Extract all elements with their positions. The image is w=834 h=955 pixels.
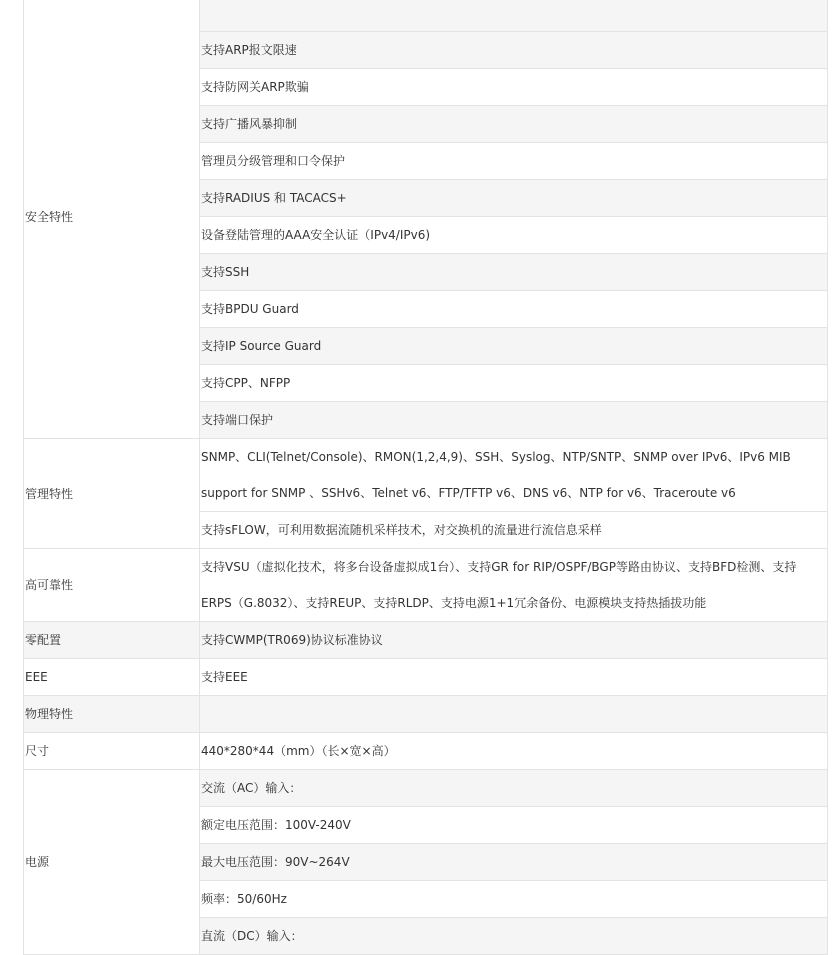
table-row bbox=[24, 439, 828, 512]
category-cell: EEE bbox=[24, 659, 200, 696]
table-row bbox=[24, 0, 828, 32]
spec-value-line: SNMP、CLI(Telnet/Console)、RMON(1,2,4,9)、SSH、Syslog、NTP/SNTP、SNMP over IPv6、IPv6 MIB bbox=[201, 450, 791, 464]
spec-value: 440*280*44（mm）（长×宽×高） bbox=[200, 733, 828, 770]
spec-value: 支持CPP、NFPP bbox=[200, 365, 828, 402]
spec-value bbox=[200, 439, 828, 512]
spec-value: 交流（AC）输入： bbox=[200, 770, 828, 807]
spec-value: 设备登陆管理的AAA安全认证（IPv4/IPv6) bbox=[200, 217, 828, 254]
category-cell: 高可靠性 bbox=[24, 549, 200, 622]
spec-value: 支持端口保护 bbox=[200, 402, 828, 439]
spec-value: 频率：50/60Hz bbox=[200, 881, 828, 918]
category-cell: 管理特性 bbox=[24, 439, 200, 549]
section-heading: 物理特性 bbox=[24, 696, 200, 733]
table-row bbox=[24, 770, 828, 807]
spec-value: 支持RADIUS 和 TACACS+ bbox=[200, 180, 828, 217]
spec-value: 额定电压范围：100V-240V bbox=[200, 807, 828, 844]
spec-value: 支持sFLOW，可利用数据流随机采样技术，对交换机的流量进行流信息采样 bbox=[200, 512, 828, 549]
table-row bbox=[24, 659, 828, 696]
spec-value-line: ERPS（G.8032）、支持REUP、支持RLDP、支持电源1+1冗余备份、电源模块支持热插拔功能 bbox=[201, 596, 707, 610]
spec-value: 最大电压范围：90V~264V bbox=[200, 844, 828, 881]
spec-value: 支持ARP报文限速 bbox=[200, 32, 828, 69]
spec-value: 支持CWMP(TR069)协议标准协议 bbox=[200, 622, 828, 659]
spec-value bbox=[200, 549, 828, 622]
spec-table bbox=[23, 0, 828, 955]
category-cell: 安全特性 bbox=[24, 0, 200, 439]
category-cell: 尺寸 bbox=[24, 733, 200, 770]
spec-value: 支持广播风暴抑制 bbox=[200, 106, 828, 143]
spec-value: 支持IP Source Guard bbox=[200, 328, 828, 365]
table-row bbox=[24, 622, 828, 659]
spec-value bbox=[200, 0, 828, 32]
category-cell: 零配置 bbox=[24, 622, 200, 659]
spec-value: 管理员分级管理和口令保护 bbox=[200, 143, 828, 180]
spec-value: 支持BPDU Guard bbox=[200, 291, 828, 328]
spec-value-line: 支持VSU（虚拟化技术，将多台设备虚拟成1台）、支持GR for RIP/OSPF/BGP等路由协议、支持BFD检测、支持 bbox=[201, 560, 797, 574]
spec-value: 支持EEE bbox=[200, 659, 828, 696]
spec-value: 支持防网关ARP欺骗 bbox=[200, 69, 828, 106]
spec-value-line: support for SNMP 、SSHv6、Telnet v6、FTP/TFTP v6、DNS v6、NTP for v6、Traceroute v6 bbox=[201, 486, 736, 500]
spec-value: 直流（DC）输入： bbox=[200, 918, 828, 955]
spec-value bbox=[200, 696, 828, 733]
table-row bbox=[24, 549, 828, 622]
category-cell: 电源 bbox=[24, 770, 200, 955]
spec-value: 支持SSH bbox=[200, 254, 828, 291]
table-row bbox=[24, 733, 828, 770]
table-row bbox=[24, 696, 828, 733]
